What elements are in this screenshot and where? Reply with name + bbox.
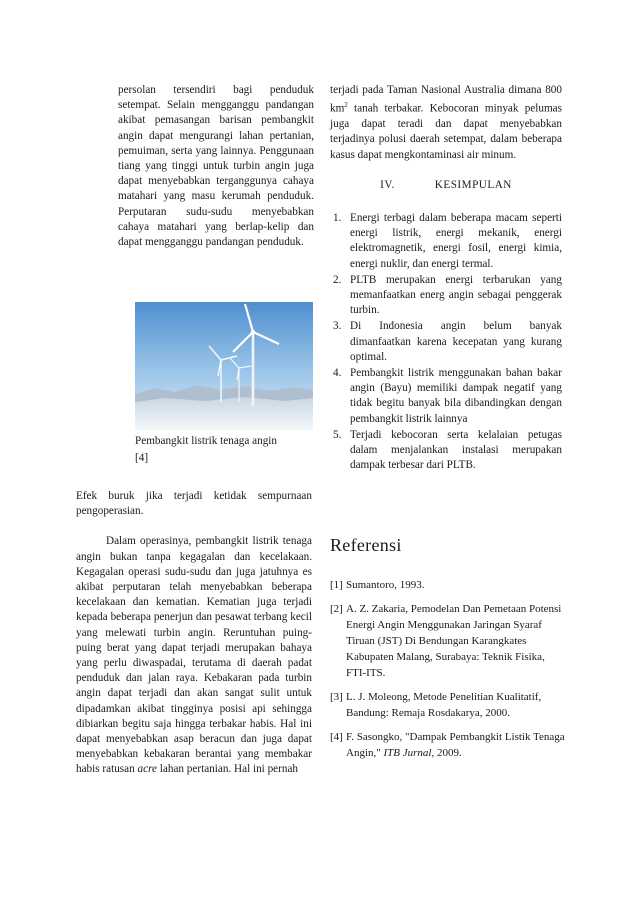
reference-number: [4] — [330, 731, 343, 743]
fire-text-a: terjadi pada Taman Nasional Australia dimana 800 km — [330, 84, 562, 115]
reference-number: [3] — [330, 691, 343, 703]
fire-text-b: tanah terbakar. Kebocoran minyak pelumas juga dapat teradi dan dapat menyebabkan terjadinya polusi daerah setempat, dalam beberapa kasus dapat mengkontaminasi air minum. — [330, 102, 562, 161]
figure-caption — [135, 433, 320, 467]
reference-text: A. Z. Zakaria, Pemodelan Dan Pemetaan Potensi Energi Angin Menggunakan Jaringan Syaraf Tiruan (JST) Di Bendungan Karangkates Kabupaten Malang, Surabaya: Teknik Fisika, FTI-ITS. — [346, 603, 562, 679]
reference-text: Sumantoro, 1993. — [346, 579, 425, 591]
journal-name: ITB Jurnal, — [383, 747, 435, 759]
reference-text — [346, 729, 566, 761]
effect-paragraph: Efek buruk jika terjadi ketidak sempurnaan pengoperasian. — [76, 490, 312, 518]
section-number: IV. — [380, 179, 395, 191]
reference-text: L. J. Moleong, Metode Penelitian Kualitatif, Bandung: Remaja Rosdakarya, 2000. — [346, 691, 542, 719]
list-number: 3. — [333, 320, 342, 333]
reference-item — [330, 577, 566, 593]
list-text: Di Indonesia angin belum banyak dimanfaatkan karena kecepatan yang kurang optimal. — [350, 320, 562, 363]
list-item — [330, 428, 562, 474]
list-text: Terjadi kebocoran serta kelalaian petugas dalam menjalankan instalasi merupakan dampak terbesar dari PLTB. — [350, 428, 562, 472]
list-text: Energi terbagi dalam beberapa macam seperti energi listrik, energi mekanik, energi elektromagnetik, energi fosil, energi kimia, energi nuklir, dan energi termal. — [350, 212, 562, 270]
references-heading: Referensi — [330, 535, 402, 555]
caption-line-2: [4] — [135, 452, 149, 464]
list-item — [330, 211, 562, 272]
operation-text: Dalam operasinya, pembangkit listrik tenaga angin bukan tanpa kegagalan dan kecelakaan. Kegagalan operasi sudu-sudu dan juga jatuhnya es akibat perputaran telah menyebabkan beberapa kecelakaan dan kematian. Kematian juga terjadi kepada beberapa penerjun dan pesawat terbang kecil yang melewati turbin angin. Reruntuhan puing-puing berat yang dapat terjadi merupakan bahaya yang perlu diwaspadai, terutama di daerah padat penduduk dan jalan raya. Kebakaran pada turbin angin dapat terjadi dan akan sangat sulit untuk dipadamkan akibat tingginya posisi api sehingga dibiarkan begitu saja hingga terbakar habis. Hal ini dapat menyebabkan asap beracun dan juga dapat menyebabkan kebakaran berantai yang membakar habis ratusan — [76, 535, 312, 776]
acre-term: acre — [137, 763, 157, 776]
section-heading-kesimpulan — [330, 179, 562, 191]
wind-turbine-figure — [135, 302, 313, 430]
caption-line-1: Pembangkit listrik tenaga angin — [135, 435, 277, 447]
list-item — [330, 366, 562, 427]
reference-number: [2] — [330, 603, 343, 615]
list-item — [330, 273, 562, 319]
list-item — [330, 319, 562, 365]
superscript-2: 2 — [344, 101, 348, 110]
left-top-paragraph — [118, 83, 314, 250]
list-number: 1. — [333, 212, 342, 224]
conclusions-list — [330, 211, 562, 474]
wind-turbine-image — [135, 302, 313, 430]
list-number: 4. — [333, 367, 342, 380]
reference-text-b: 2009. — [434, 747, 462, 759]
reference-text-a: F. Sasongko, "Dampak Pembangkit Listik Tenaga Angin," — [346, 731, 565, 759]
operation-paragraph — [76, 534, 312, 777]
operation-tail: lahan pertanian. Hal ini pernah — [156, 763, 299, 776]
list-number: 5. — [333, 428, 342, 441]
reference-item — [330, 729, 566, 761]
fire-paragraph — [330, 83, 562, 163]
reference-number: [1] — [330, 579, 343, 591]
paragraph-text: persolan tersendiri bagi penduduk setempat. Selain mengganggu pandangan akibat pemasangan barisan pembangkit angin dapat mengurangi lahan pertanian, pemuiman, serta yang lainnya. Penggunaan tiang yang tinggi untuk turbin angin juga dapat menyebabkan terganggunya cahaya matahari yang masu kerumah penduduk. Perputaran sudu-sudu menyebabkan cahaya matahari yang berlap-kelip dan dapat mengganggu pandangan penduduk. — [118, 84, 314, 249]
reference-item — [330, 689, 566, 721]
left-body — [76, 489, 312, 778]
section-title: KESIMPULAN — [434, 179, 512, 191]
list-text: Pembangkit listrik menggunakan bahan bakar angin (Bayu) memiliki dampak negatif yang tidak begitu banyak bila dibandingkan dengan pembangkit listrik lainnya — [350, 367, 562, 425]
list-number: 2. — [333, 273, 342, 286]
list-text: PLTB merupakan energi terbarukan yang memanfaatkan energ angin sebagai penggerak turbin. — [350, 273, 562, 317]
references-list — [330, 577, 566, 769]
reference-item — [330, 601, 566, 681]
right-top-paragraph — [330, 83, 562, 163]
